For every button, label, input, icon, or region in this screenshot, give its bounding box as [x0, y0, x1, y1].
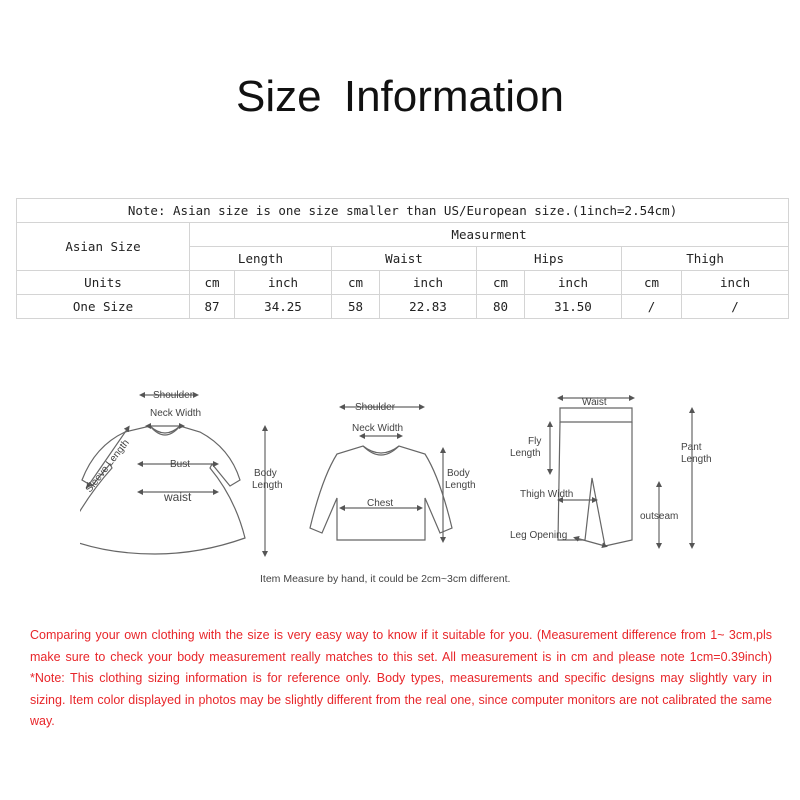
value-cell: 87 — [190, 295, 235, 319]
pants-diagram — [550, 398, 692, 546]
value-cell: 80 — [477, 295, 525, 319]
page-title: Size Information — [236, 72, 564, 121]
pants-waistband — [560, 408, 632, 422]
top-outline — [310, 446, 452, 540]
dress-bust-label: Bust — [170, 459, 191, 470]
value-cell: 58 — [332, 295, 380, 319]
unit-cell: cm — [477, 271, 525, 295]
dress-shoulder-label: Shoulder — [153, 390, 194, 401]
pants-outline — [558, 422, 632, 546]
pants-thigh-width-label: Thigh Width — [520, 489, 574, 500]
table-note-row — [17, 199, 789, 223]
top-body-length-label-2: Length — [445, 480, 476, 491]
unit-cell: inch — [682, 271, 789, 295]
value-cell: / — [682, 295, 789, 319]
dress-neck-width-label: Neck Width — [150, 408, 202, 419]
pants-leg-opening-label: Leg Opening — [510, 530, 568, 541]
row-label: One Size — [17, 295, 190, 319]
pants-pant-length-label-2: Length — [681, 454, 712, 465]
value-cell: 34.25 — [235, 295, 332, 319]
table-header-row — [17, 223, 789, 247]
measurement-diagram-svg — [80, 368, 720, 593]
table-row — [17, 295, 789, 319]
unit-cell: cm — [332, 271, 380, 295]
top-neckline — [363, 446, 399, 455]
unit-cell: inch — [380, 271, 477, 295]
dress-waist-label: waist — [164, 490, 192, 504]
unit-cell: inch — [525, 271, 622, 295]
column-hips: Hips — [477, 247, 622, 271]
top-shoulder-label: Shoulder — [355, 402, 396, 413]
sizing-disclaimer: Comparing your own clothing with the size is very easy way to know if it suitable for you. (Measurement difference from 1~ 3cm,pls make sure to check your body measurement really matches to this set. All measurement is in cm and please note 1cm=0.39inch) *Note: This clothing sizing information is for reference only. Body types, measurements and specific designs may slightly vary in sizing. Item color displayed in photos may be slightly different from the real one, since computer monitors are not calibrated the same way. — [30, 628, 772, 728]
unit-cell: inch — [235, 271, 332, 295]
unit-cell: cm — [190, 271, 235, 295]
measurement-diagram — [80, 368, 720, 593]
dress-body-length-label-2: Length — [252, 480, 283, 491]
pants-fly-length-label-2: Length — [510, 448, 541, 459]
size-table — [16, 198, 789, 319]
column-waist: Waist — [332, 247, 477, 271]
pants-outseam-label: outseam — [640, 511, 679, 522]
asian-size-header: Asian Size — [17, 223, 190, 271]
pants-fly-length-label-1: Fly — [528, 436, 542, 447]
units-label: Units — [17, 271, 190, 295]
value-cell: 31.50 — [525, 295, 622, 319]
value-cell: 22.83 — [380, 295, 477, 319]
top-chest-label: Chest — [367, 498, 394, 509]
pants-waist-label: Waist — [582, 397, 607, 408]
unit-cell: cm — [622, 271, 682, 295]
pants-leg-arrow — [576, 538, 605, 546]
dress-body-length-label-1: Body — [254, 468, 277, 479]
size-note: Note: Asian size is one size smaller than US/European size.(1inch=2.54cm) — [17, 199, 789, 223]
dress-outline — [80, 426, 245, 554]
column-thigh: Thigh — [622, 247, 789, 271]
diagram-caption: Item Measure by hand, it could be 2cm~3cm different. — [260, 573, 511, 585]
top-body-length-label-1: Body — [447, 468, 470, 479]
column-length: Length — [190, 247, 332, 271]
top-neck-width-label: Neck Width — [352, 423, 404, 434]
measurement-header: Measurment — [190, 223, 789, 247]
pants-pant-length-label-1: Pant — [681, 442, 702, 453]
table-units-row — [17, 271, 789, 295]
value-cell: / — [622, 295, 682, 319]
dress-sleeve-length-label: Sleeve Length — [83, 437, 132, 495]
dress-neckline — [150, 426, 180, 435]
